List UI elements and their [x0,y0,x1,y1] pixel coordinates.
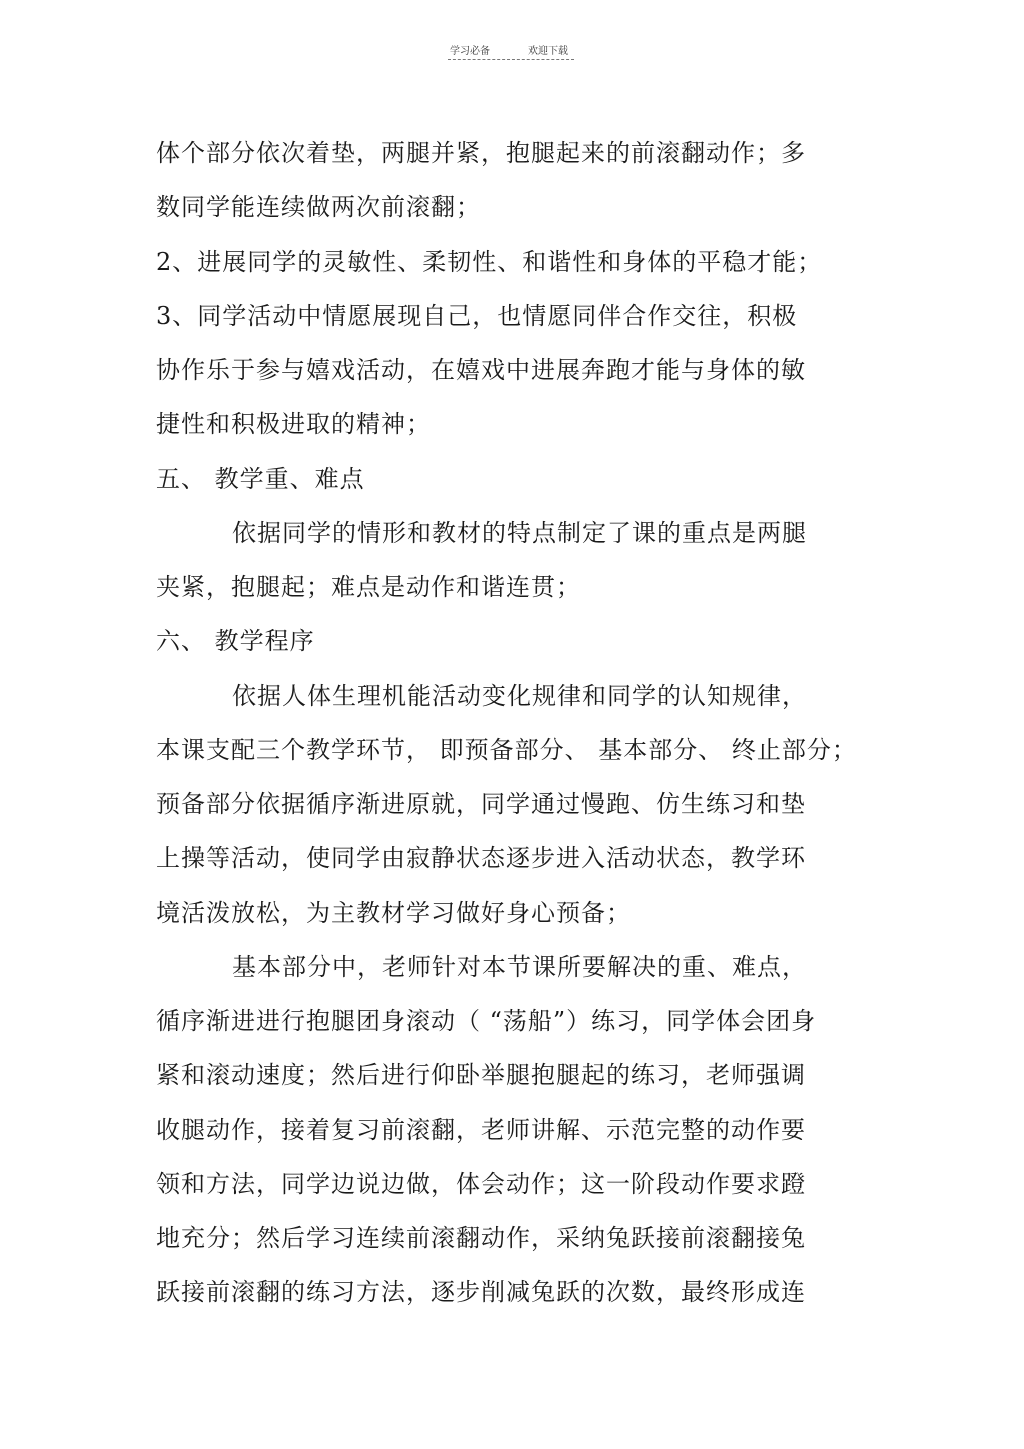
body-line: 基本部分中，老师针对本节课所要解决的重、难点， [232,953,807,981]
body-line: 本课支配三个教学环节， 即预备部分、 基本部分、 终止部分； [156,736,857,764]
body-line: 上操等活动，使同学由寂静状态逐步进入活动状态，教学环 [156,844,806,872]
page-header [448,42,574,64]
body-line: 收腿动作，接着复习前滚翻，老师讲解、示范完整的动作要 [156,1116,806,1144]
body-line: 预备部分依据循序渐进原就，同学通过慢跑、仿生练习和垫 [156,790,806,818]
body-line: 协作乐于参与嬉戏活动，在嬉戏中进展奔跑才能与身体的敏 [156,356,806,384]
body-line: 体个部分依次着垫，两腿并紧，抱腿起来的前滚翻动作；多 [156,139,806,167]
body-line: 依据人体生理机能活动变化规律和同学的认知规律， [232,682,807,710]
header-rule [448,59,574,60]
body-line: 紧和滚动速度；然后进行仰卧举腿抱腿起的练习，老师强调 [156,1061,806,1089]
body-line: 数同学能连续做两次前滚翻； [156,193,481,221]
body-line: 依据同学的情形和教材的特点制定了课的重点是两腿 [232,519,807,547]
body-line: 捷性和积极进取的精神； [156,410,431,438]
section-heading: 六、 教学程序 [156,627,315,655]
body-line: 2、进展同学的灵敏性、柔韧性、和谐性和身体的平稳才能； [156,248,823,276]
header-right-text: 欢迎下载 [528,46,568,57]
body-line: 3、同学活动中情愿展现自己，也情愿同伴合作交往，积极 [156,302,798,330]
body-line: 夹紧，抱腿起；难点是动作和谐连贯； [156,573,581,601]
body-line: 跃接前滚翻的练习方法，逐步削减兔跃的次数，最终形成连 [156,1278,806,1306]
body-line: 地充分；然后学习连续前滚翻动作，采纳兔跃接前滚翻接兔 [156,1224,806,1252]
body-line: 领和方法，同学边说边做，体会动作；这一阶段动作要求蹬 [156,1170,806,1198]
header-left-text: 学习必备 [450,46,490,57]
body-line: 循序渐进进行抱腿团身滚动（ “荡船”）练习，同学体会团身 [156,1007,817,1035]
section-heading: 五、 教学重、难点 [156,465,365,493]
body-line: 境活泼放松，为主教材学习做好身心预备； [156,899,631,927]
